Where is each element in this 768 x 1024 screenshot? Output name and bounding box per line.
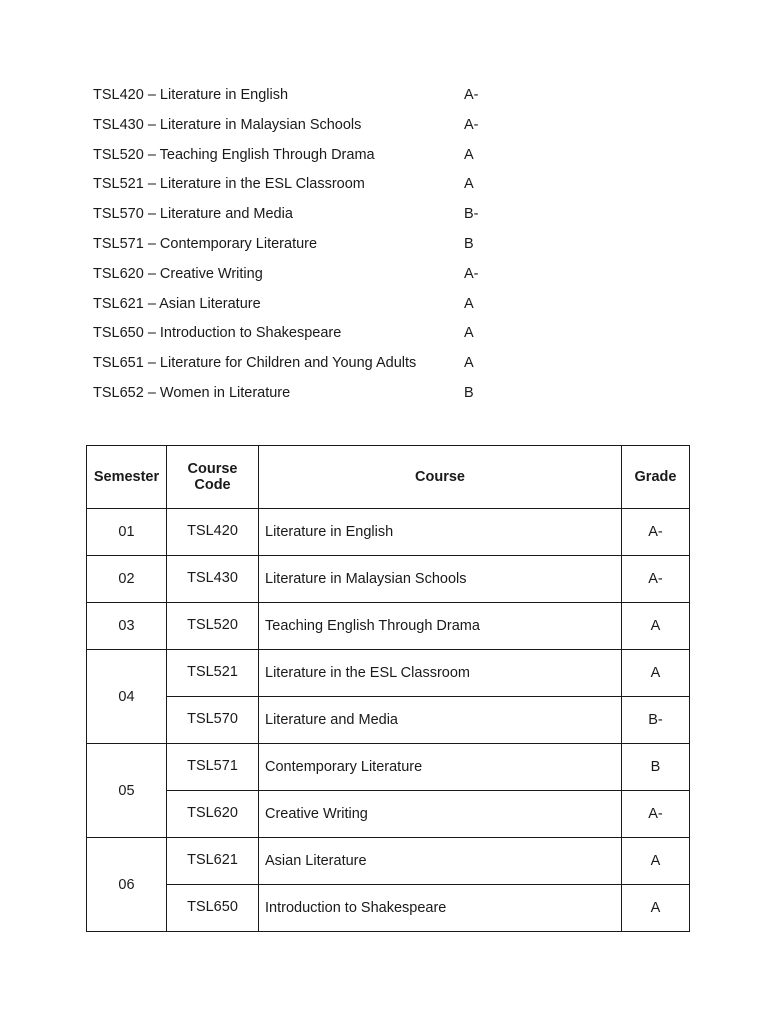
header-course-code-line1: Course [187,461,238,477]
course-code-cell: TSL650 [167,885,259,932]
course-title: TSL520 – Teaching English Through Drama [93,146,375,163]
course-name-cell: Literature and Media [259,697,622,744]
grades-table [86,445,690,932]
table-row [87,650,690,697]
semester-cell: 04 [87,650,167,744]
list-item [93,114,513,144]
course-grade: B [464,235,474,252]
list-item [93,144,513,174]
course-name-cell: Literature in English [259,509,622,556]
header-semester: Semester [87,446,167,509]
table-row [87,697,690,744]
semester-cell: 06 [87,838,167,932]
header-course-code-line2: Code [194,477,231,493]
course-grade: A- [464,87,479,103]
course-grade: B- [464,206,479,223]
semester-cell: 05 [87,744,167,838]
grade-cell: A- [622,556,690,603]
course-title: TSL651 – Literature for Children and Young Adults [93,355,417,372]
course-title: TSL621 – Asian Literature [93,295,261,312]
table-row [87,603,690,650]
list-item [93,382,513,412]
course-grade: A [464,146,474,163]
course-grade: A [464,295,474,312]
header-grade: Grade [622,446,690,509]
course-title: TSL650 – Introduction to Shakespeare [93,325,342,342]
grade-cell: A- [622,791,690,838]
grade-cell: A [622,838,690,885]
course-grade: A- [464,265,479,282]
course-grade: A [464,176,474,193]
course-title: TSL570 – Literature and Media [93,206,293,223]
course-title: TSL620 – Creative Writing [93,265,263,282]
course-title: TSL652 – Women in Literature [93,384,291,401]
table-row [87,509,690,556]
course-grade: B [464,384,474,401]
list-item [93,233,513,263]
course-code-cell: TSL570 [167,697,259,744]
grade-cell: B [622,744,690,791]
table-row [87,556,690,603]
table-row [87,744,690,791]
course-title: TSL420 – Literature in English [93,87,289,103]
course-code-cell: TSL621 [167,838,259,885]
course-name-cell: Literature in the ESL Classroom [259,650,622,697]
semester-cell: 02 [87,556,167,603]
course-title: TSL571 – Contemporary Literature [93,235,318,252]
list-item [93,293,513,323]
list-item [93,84,513,114]
course-code-cell: TSL620 [167,791,259,838]
course-name-cell: Contemporary Literature [259,744,622,791]
course-name-cell: Literature in Malaysian Schools [259,556,622,603]
table-row [87,791,690,838]
header-course: Course [259,446,622,509]
course-title: TSL521 – Literature in the ESL Classroom [93,176,365,193]
list-item [93,263,513,293]
grade-cell: A [622,650,690,697]
grade-cell: B- [622,697,690,744]
header-course-code [167,446,259,509]
course-code-cell: TSL520 [167,603,259,650]
course-list [93,84,513,412]
course-title: TSL430 – Literature in Malaysian Schools [93,116,362,133]
table-row [87,838,690,885]
course-grade: A- [464,116,479,133]
list-item [93,173,513,203]
table-header-row [87,446,690,509]
semester-cell: 03 [87,603,167,650]
list-item [93,322,513,352]
grade-cell: A [622,885,690,932]
table-row [87,885,690,932]
semester-cell: 01 [87,509,167,556]
list-item [93,352,513,382]
course-name-cell: Teaching English Through Drama [259,603,622,650]
list-item [93,203,513,233]
course-code-cell: TSL430 [167,556,259,603]
course-name-cell: Creative Writing [259,791,622,838]
course-name-cell: Introduction to Shakespeare [259,885,622,932]
grade-cell: A [622,603,690,650]
course-code-cell: TSL571 [167,744,259,791]
course-grade: A [464,355,474,372]
course-code-cell: TSL420 [167,509,259,556]
course-code-cell: TSL521 [167,650,259,697]
course-name-cell: Asian Literature [259,838,622,885]
grade-cell: A- [622,509,690,556]
course-grade: A [464,325,474,342]
